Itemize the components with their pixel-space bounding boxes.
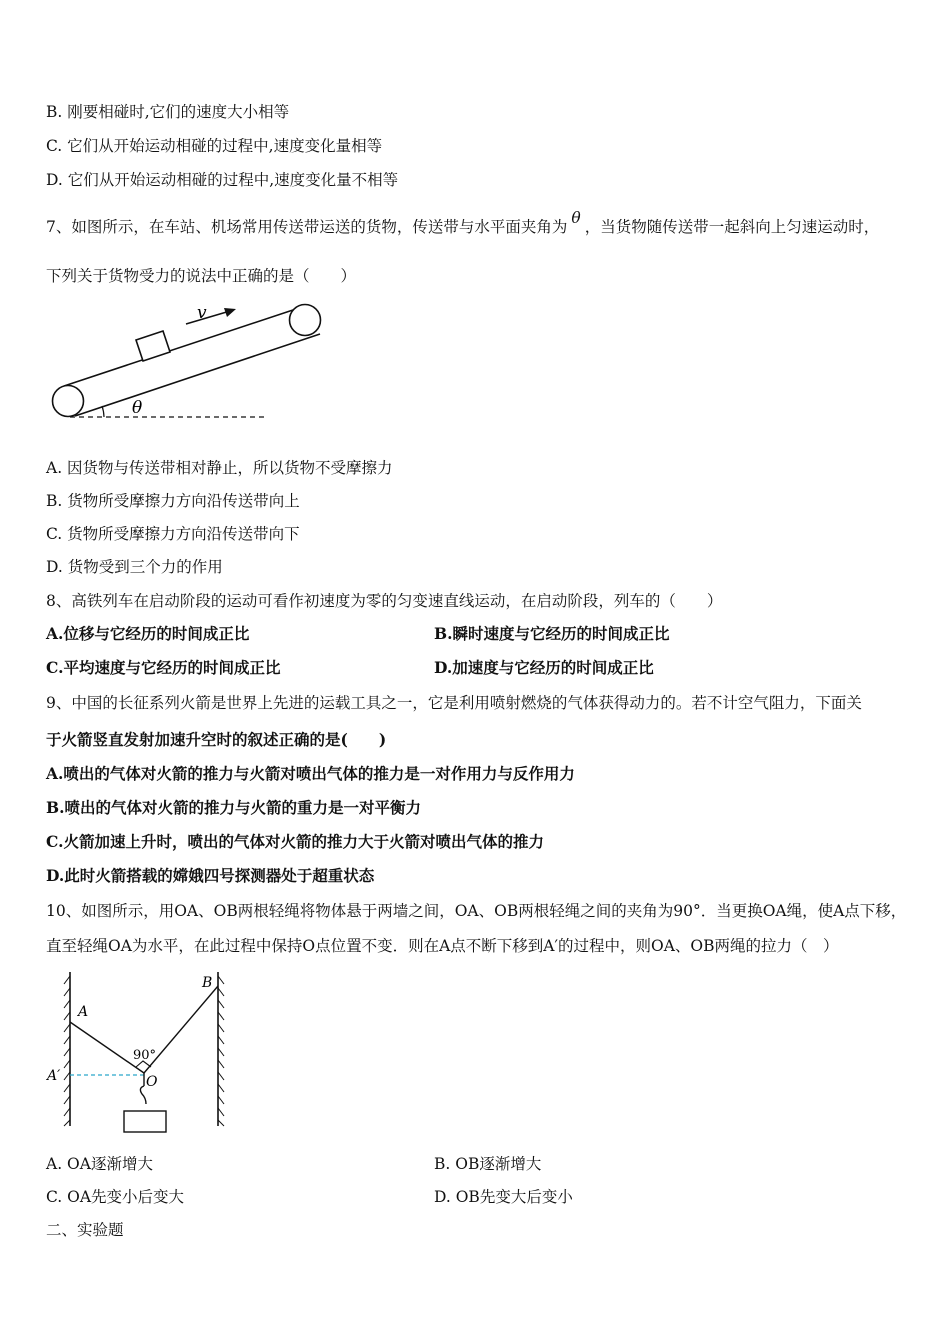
q6-option-b: B. 刚要相碰时,它们的速度大小相等 (46, 103, 290, 121)
q7-stem-line2: 下列关于货物受力的说法中正确的是（ ） (46, 267, 357, 285)
q8-option-c: C.平均速度与它经历的时间成正比 (46, 658, 281, 677)
rope-suspension-figure (40, 966, 240, 1142)
q7-option-b: B. 货物所受摩擦力方向沿传送带向上 (46, 492, 300, 510)
conveyor-belt-figure (40, 296, 340, 426)
q6-option-c: C. 它们从开始运动相碰的过程中,速度变化量相等 (46, 137, 383, 155)
q7-option-c: C. 货物所受摩擦力方向沿传送带向下 (46, 525, 300, 543)
q10-option-a: A. OA逐渐增大 (46, 1155, 153, 1173)
q10-stem-line2: 直至轻绳OA为水平，在此过程中保持O点位置不变．则在A点不断下移到A′的过程中，则OA、OB两绳的拉力（ ） (46, 937, 839, 955)
hanging-weight (124, 1111, 166, 1132)
lower-pulley (53, 386, 84, 417)
q9-option-d: D.此时火箭搭载的嫦娥四号探测器处于超重状态 (46, 866, 375, 885)
q10-stem-line1: 10、如图所示，用OA、OB两根轻绳将物体悬于两墙之间，OA、OB两根轻绳之间的夹角为90°．当更换OA绳，使A点下移， (46, 902, 907, 920)
q10-option-c: C. OA先变小后变大 (46, 1188, 185, 1206)
label-a-prime: A′ (47, 1068, 61, 1084)
q7-stem (46, 209, 880, 237)
q10-option-b: B. OB逐渐增大 (434, 1155, 542, 1173)
q7-option-d: D. 货物受到三个力的作用 (46, 558, 223, 576)
q8-option-a: A.位移与它经历的时间成正比 (46, 624, 250, 643)
q7-theta: θ (571, 209, 581, 227)
q8-option-b: B.瞬时速度与它经历的时间成正比 (434, 624, 670, 643)
q8-stem: 8、高铁列车在启动阶段的运动可看作初速度为零的匀变速直线运动，在启动阶段，列车的（ ） (46, 592, 723, 610)
q9-stem-line1: 9、中国的长征系列火箭是世界上先进的运载工具之一，它是利用喷射燃烧的气体获得动力的。若不计空气阻力，下面关 (46, 694, 862, 712)
angle-label: θ (132, 398, 143, 418)
q9-option-c: C.火箭加速上升时，喷出的气体对火箭的推力大于火箭对喷出气体的推力 (46, 832, 544, 851)
q6-option-d: D. 它们从开始运动相碰的过程中,速度变化量不相等 (46, 171, 399, 189)
section-title: 二、实验题 (46, 1221, 124, 1239)
q9-option-b: B.喷出的气体对火箭的推力与火箭的重力是一对平衡力 (46, 798, 421, 817)
q7-option-a: A. 因货物与传送带相对静止，所以货物不受摩擦力 (46, 459, 393, 477)
q9-stem-line2: 于火箭竖直发射加速升空时的叙述正确的是( ) (46, 730, 387, 749)
q8-option-d: D.加速度与它经历的时间成正比 (434, 658, 654, 677)
angle-90-label: 90° (133, 1048, 157, 1063)
cargo-box (136, 331, 170, 361)
label-b: B (202, 975, 213, 991)
label-a: A (78, 1004, 89, 1020)
q7-stem-part1: 7、如图所示，在车站、机场常用传送带运送的货物，传送带与水平面夹角为 (46, 218, 568, 236)
velocity-label: v (197, 303, 207, 323)
q7-stem-part2: ，当货物随传送带一起斜向上匀速运动时， (584, 218, 880, 236)
upper-pulley (290, 305, 321, 336)
label-o: O (146, 1074, 158, 1090)
q10-option-d: D. OB先变大后变小 (434, 1188, 573, 1206)
q9-option-a: A.喷出的气体对火箭的推力与火箭对喷出气体的推力是一对作用力与反作用力 (46, 764, 575, 783)
